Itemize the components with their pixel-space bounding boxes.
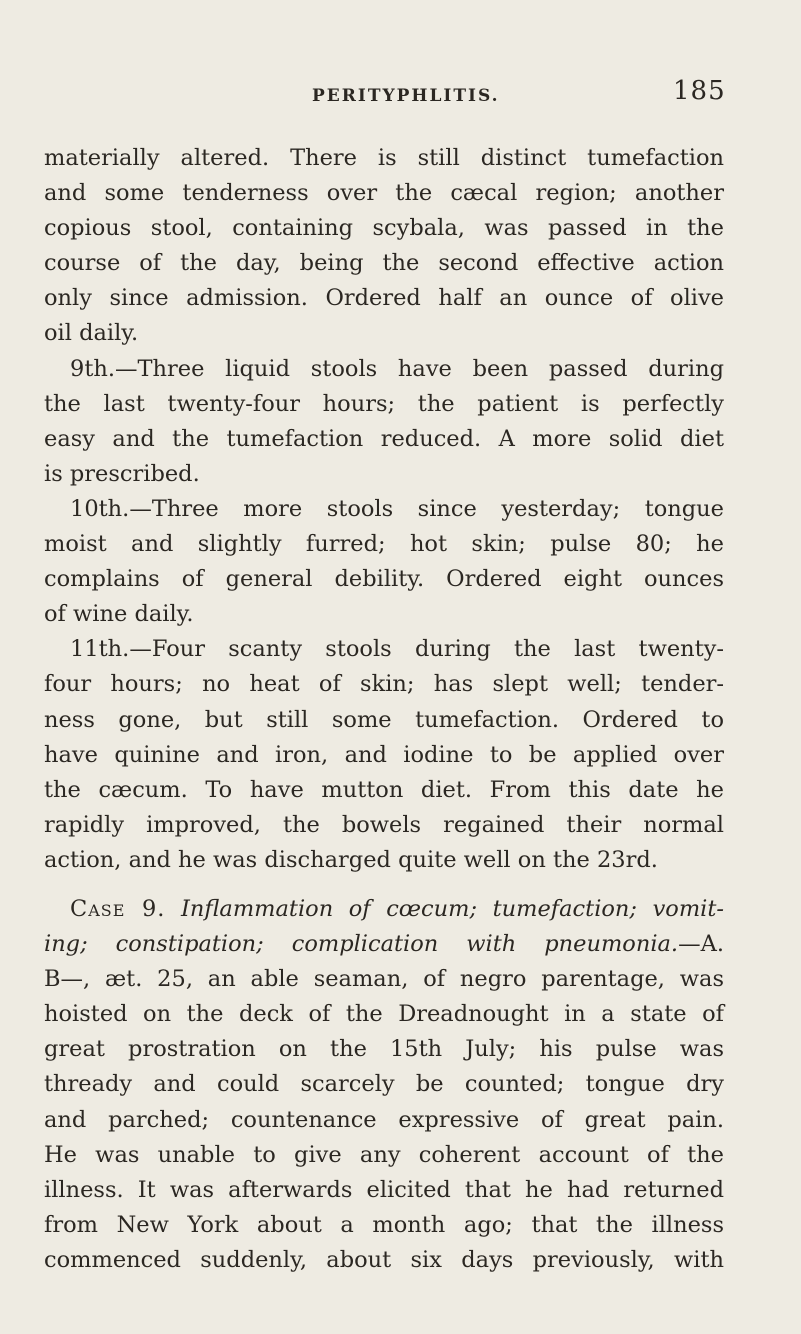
text-line: complains of general debility. Ordered eight ounces	[44, 566, 724, 593]
text-line: rapidly improved, the bowels regained their normal	[44, 811, 724, 838]
text-line: illness. It was afterwards elicited that he had returned	[44, 1176, 724, 1203]
text-line: is prescribed.	[44, 460, 200, 487]
paragraph-gap	[44, 878, 724, 892]
text-line: He was unable to give any coherent account of the	[44, 1141, 724, 1168]
text-line: have quinine and iron, and iodine to be applied over	[44, 741, 724, 768]
text-line: copious stool, containing scybala, was passed in the	[44, 215, 724, 242]
text-line: and some tenderness over the cæcal region; another	[44, 180, 724, 207]
text-line: action, and he was discharged quite well on the 23rd.	[44, 846, 658, 873]
text-line: easy and the tumefaction reduced. A more solid diet	[44, 425, 724, 452]
text-line: from New York about a month ago; that the illness	[44, 1211, 724, 1238]
text-line: 10th.—Three more stools since yesterday; tongue	[70, 495, 724, 522]
text-line: B—, æt. 25, an able seaman, of negro parentage, was	[44, 966, 724, 993]
running-title: PERITYPHLITIS.	[312, 86, 500, 106]
text-line: great prostration on the 15th July; his pulse was	[44, 1036, 724, 1063]
text-line: oil daily.	[44, 320, 139, 347]
case-patient-initial: —A.	[678, 931, 724, 958]
text-line: the last twenty-four hours; the patient is perfectly	[44, 390, 724, 417]
case-heading-line	[44, 927, 724, 962]
text-line: the cæcum. To have mutton diet. From this date he	[44, 776, 724, 803]
case-title: Inflammation of cœcum; tumefaction; vomit-	[181, 895, 725, 922]
text-line: course of the day, being the second effective action	[44, 250, 724, 277]
text-line: materially altered. There is still distinct tumefaction	[44, 145, 724, 171]
case-heading-line	[44, 892, 724, 927]
text-line: four hours; no heat of skin; has slept well; tender-	[44, 671, 724, 698]
text-line: commenced suddenly, about six days previously, with	[44, 1246, 724, 1273]
text-line: moist and slightly furred; hot skin; pulse 80; he	[44, 531, 724, 558]
text-line: only since admission. Ordered half an ounce of olive	[44, 285, 724, 312]
text-line: thready and could scarcely be counted; tongue dry	[44, 1071, 724, 1098]
text-line: 9th.—Three liquid stools have been passed during	[70, 355, 724, 382]
page-number: 185	[673, 76, 726, 106]
case-title-continued: ing; constipation; complication with pneumonia.	[44, 931, 679, 958]
text-line: hoisted on the deck of the Dreadnought in a state of	[44, 1001, 724, 1028]
case-label: Case 9.	[70, 895, 166, 922]
page-header	[0, 76, 801, 110]
body-text	[44, 141, 724, 1278]
text-line: and parched; countenance expressive of great pain.	[44, 1106, 724, 1133]
text-line: of wine daily.	[44, 601, 194, 628]
text-line: 11th.—Four scanty stools during the last twenty-	[70, 636, 724, 663]
text-line: ness gone, but still some tumefaction. Ordered to	[44, 706, 724, 733]
